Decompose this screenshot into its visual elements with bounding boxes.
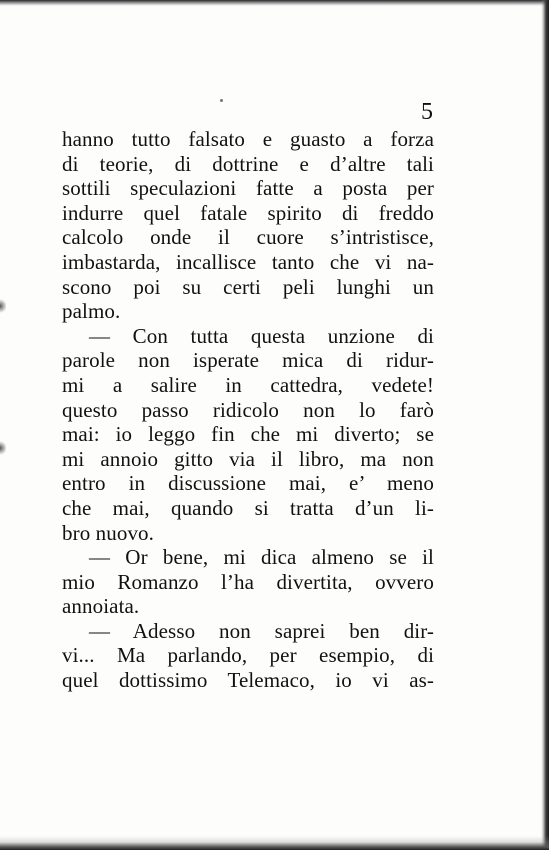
text-line: — Or bene, mi dica almeno se il [89,545,434,570]
page-number: 5 [421,99,433,125]
text-line: — Adesso non saprei ben dir- [89,618,434,643]
page-bottom-edge-shadow [0,836,549,850]
text-line: sottili speculazioni fatte a posta per [62,176,434,201]
text-line: parole non isperate mica di ridur- [62,348,434,373]
paper-speck [220,99,223,102]
text-line: di teorie, di dottrine e d’altre tali [62,151,434,176]
page-right-edge-shadow [541,0,549,850]
text-line: scono poi su certi peli lunghi un [62,274,434,299]
text-line: annoiata. [62,594,140,619]
text-line: che mai, quando si tratta d’un li- [62,495,434,520]
text-line: questo passo ridicolo non lo farò [62,397,434,422]
text-line: — Con tutta questa unzione di [89,323,434,348]
text-line: mi a salire in cattedra, vedete! [62,372,434,397]
text-line: hanno tutto falsato e guasto a forza [62,127,434,151]
binding-mark [0,298,6,314]
text-line: palmo. [62,299,121,324]
text-line: calcolo onde il cuore s’intristisce, [62,225,434,250]
text-line: mi annoio gitto via il libro, ma non [62,446,434,471]
text-line: entro in discussione mai, e’ meno [62,471,434,496]
page-top-edge-shadow [0,0,549,6]
body-text [62,127,434,693]
text-line: imbastarda, incallisce tanto che vi na- [62,249,434,274]
text-line: indurre quel fatale spirito di freddo [62,200,434,225]
text-line: quel dottissimo Telemaco, io vi as- [62,668,434,693]
binding-mark [0,440,6,456]
text-line: bro nuovo. [62,520,154,545]
text-line: mio Romanzo l’ha divertita, ovvero [62,569,434,594]
text-line: mai: io leggo fin che mi diverto; se [62,422,434,447]
text-line: vi... Ma parlando, per esempio, di [62,643,434,668]
